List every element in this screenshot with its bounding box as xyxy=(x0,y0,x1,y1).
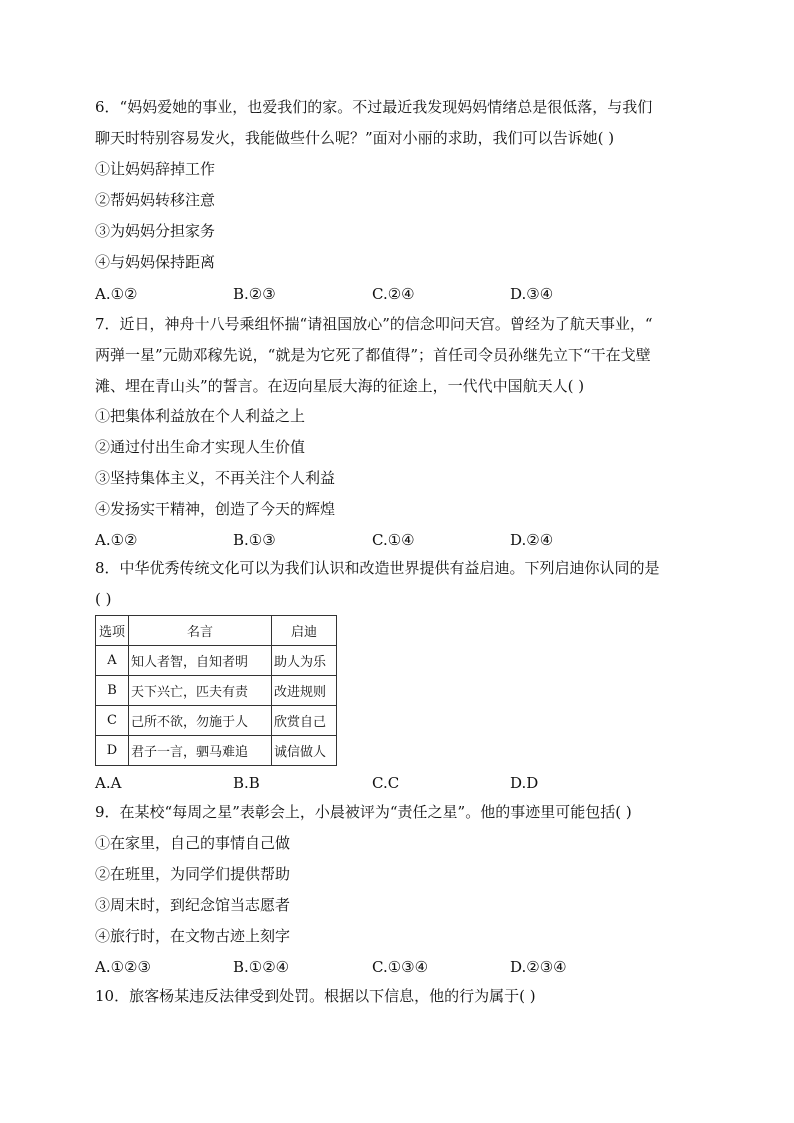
table-cell: A xyxy=(96,646,129,676)
q6-option-d: D.③④ xyxy=(510,285,554,303)
table-cell: 天下兴亡，匹夫有责 xyxy=(129,676,272,706)
q8-option-a: A.A xyxy=(95,774,122,792)
q9-stem-line1: 9．在某校“每周之星”表彰会上，小晨被评为“责任之星”。他的事迹里可能包括( ) xyxy=(95,803,632,821)
table-row xyxy=(96,646,337,676)
q9-option-d: D.②③④ xyxy=(510,958,567,976)
q6-option-c: C.②④ xyxy=(372,285,415,303)
q9-item-4: ④旅行时，在文物古迹上刻字 xyxy=(95,927,291,945)
q8-quote-table xyxy=(95,615,337,766)
q9-item-2: ②在班里，为同学们提供帮助 xyxy=(95,865,291,883)
table-row xyxy=(96,706,337,736)
table-cell: C xyxy=(96,706,129,736)
table-cell: 助人为乐 xyxy=(272,646,337,676)
q8-option-c: C.C xyxy=(372,774,400,792)
q6-item-4: ④与妈妈保持距离 xyxy=(95,253,216,271)
q7-option-d: D.②④ xyxy=(510,531,554,549)
q8-option-d: D.D xyxy=(510,774,539,792)
table-header-row xyxy=(96,616,337,646)
q7-option-b: B.①③ xyxy=(233,531,276,549)
q8-stem-line2: ( ) xyxy=(95,590,112,608)
table-row xyxy=(96,736,337,766)
q7-stem-line1: 7．近日，神舟十八号乘组怀揣“请祖国放心”的信念叩问天宫。曾经为了航天事业，“ xyxy=(95,315,653,333)
q8-option-b: B.B xyxy=(233,774,260,792)
q9-item-3: ③周末时，到纪念馆当志愿者 xyxy=(95,896,291,914)
table-row xyxy=(96,676,337,706)
table-header-cell: 名言 xyxy=(129,616,272,646)
q9-option-c: C.①③④ xyxy=(372,958,429,976)
q7-item-2: ②通过付出生命才实现人生价值 xyxy=(95,438,306,456)
table-header-cell: 选项 xyxy=(96,616,129,646)
q7-option-c: C.①④ xyxy=(372,531,415,549)
q9-option-a: A.①②③ xyxy=(95,958,151,976)
q6-item-1: ①让妈妈辞掉工作 xyxy=(95,160,216,178)
table-cell: 己所不欲，勿施于人 xyxy=(129,706,272,736)
q9-item-1: ①在家里，自己的事情自己做 xyxy=(95,834,291,852)
table-cell: 君子一言，驷马难追 xyxy=(129,736,272,766)
table-cell: 诚信做人 xyxy=(272,736,337,766)
q7-item-4: ④发扬实干精神，创造了今天的辉煌 xyxy=(95,500,336,518)
q10-stem-line1: 10．旅客杨某违反法律受到处罚。根据以下信息，他的行为属于( ) xyxy=(95,987,536,1005)
q8-stem-line1: 8．中华优秀传统文化可以为我们认识和改造世界提供有益启迪。下列启迪你认同的是 xyxy=(95,559,660,577)
table-header-cell: 启迪 xyxy=(272,616,337,646)
q7-item-3: ③坚持集体主义，不再关注个人利益 xyxy=(95,469,336,487)
table-cell: 欣赏自己 xyxy=(272,706,337,736)
q6-item-2: ②帮妈妈转移注意 xyxy=(95,191,216,209)
q6-stem-line2: 聊天时特别容易发火，我能做些什么呢？”面对小丽的求助，我们可以告诉她( ) xyxy=(95,129,615,147)
q7-item-1: ①把集体利益放在个人利益之上 xyxy=(95,407,306,425)
q6-stem-line1: 6．“妈妈爱她的事业，也爱我们的家。不过最近我发现妈妈情绪总是很低落，与我们 xyxy=(95,98,653,116)
table-cell: B xyxy=(96,676,129,706)
table-cell: D xyxy=(96,736,129,766)
q7-option-a: A.①② xyxy=(95,531,138,549)
table-cell: 知人者智，自知者明 xyxy=(129,646,272,676)
q6-option-a: A.①② xyxy=(95,285,138,303)
q6-option-b: B.②③ xyxy=(233,285,276,303)
table-cell: 改进规则 xyxy=(272,676,337,706)
q7-stem-line3: 滩、埋在青山头”的誓言。在迈向星辰大海的征途上，一代代中国航天人( ) xyxy=(95,377,585,395)
q6-item-3: ③为妈妈分担家务 xyxy=(95,222,216,240)
q9-option-b: B.①②④ xyxy=(233,958,290,976)
q7-stem-line2: 两弹一星”元勋邓稼先说，“就是为它死了都值得”；首任司令员孙继先立下“干在戈壁 xyxy=(95,346,651,364)
